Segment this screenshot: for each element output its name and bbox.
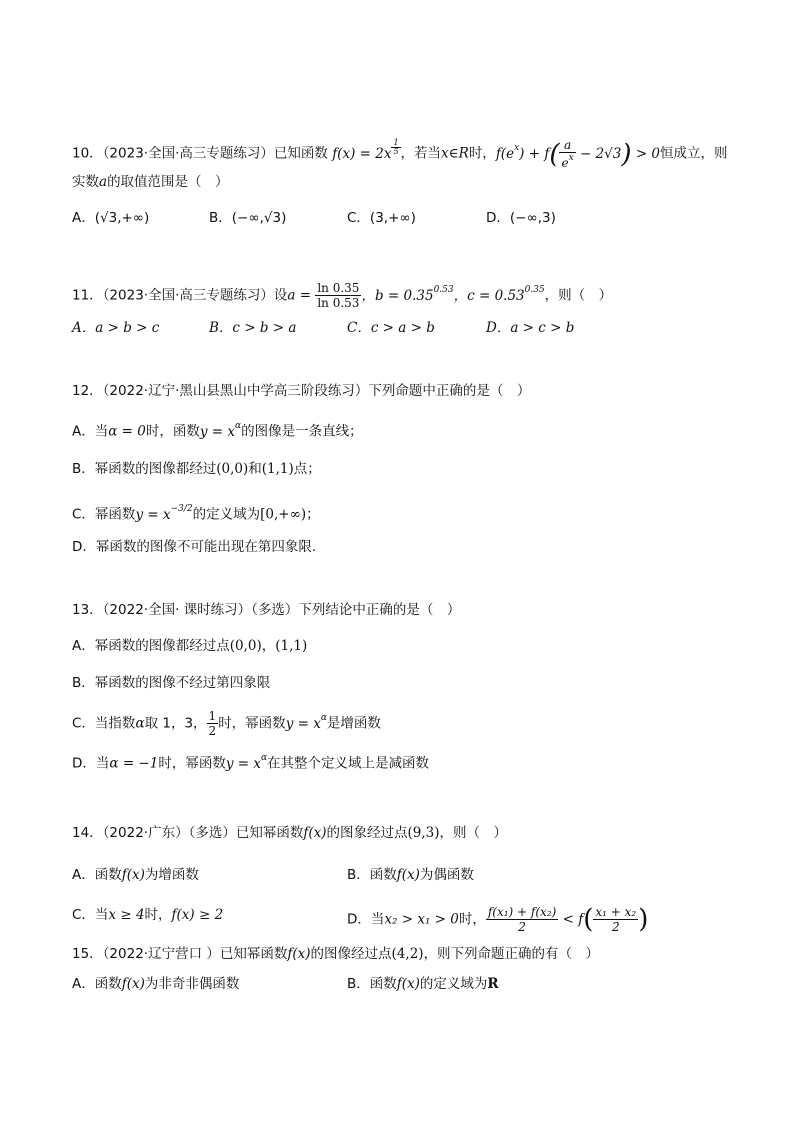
q10-function: f(x) = 2x $^{\frac{1}{5}}$ [332,138,399,162]
q14-stem: 14．（2022·广东）（多选）已知幂函数f(x)的图象经过点(9,3)，则（ ） [72,825,508,841]
q12-stem: 12．（2022·辽宁·黑山县黑山中学高三阶段练习）下列命题中正确的是（ ） [72,383,531,399]
q13-option-d[interactable]: D．当α = −1时，幂函数$y = x^\alpha$在其整个定义域上是减函数 [72,753,430,772]
q10-stem: 10．（2023·全国·高三专题练习）已知函数 f(x) = 2x $^{\frac{1}{5}}$ ，若当x∈R时，$f(e^x) + f$( $\frac{a}{e^x}$ − 2√3) > 0恒成立，则 [72,138,728,170]
q11-number: 11． [72,287,103,304]
q13-source: （2022·全国· 课时练习） [102,602,252,618]
q15-stem: 15．（2022·辽宁营口 ）已知幂函数f(x)的图像经过点(4,2)，则下列命题正确的有（ ） [72,946,600,962]
q11-source: （2023·全国·高三专题练习） [102,287,274,304]
q11-option-b[interactable]: B．c > b > a [209,320,297,336]
q10-option-a[interactable]: A．(√3,+∞) [72,210,150,226]
q15-option-b[interactable]: B．函数f(x)的定义域为R [347,976,499,992]
q13-option-b[interactable]: B．幂函数的图像不经过第四象限 [72,675,271,691]
q14-number: 14． [72,825,103,841]
q14-option-a[interactable]: A．函数f(x)为增函数 [72,867,199,883]
q11-option-c[interactable]: C．c > a > b [347,320,435,336]
q12-number: 12． [72,383,103,399]
q12-option-c[interactable]: C．幂函数$y = x^{-3/2}$的定义域为[0,+∞)； [72,504,320,523]
q15-source: （2022·辽宁营口 ） [102,946,220,962]
q15-option-a[interactable]: A．函数f(x)为非奇非偶函数 [72,976,240,992]
q13-option-a[interactable]: A．幂函数的图像都经过点(0,0)，(1,1) [72,638,308,654]
q10-option-c[interactable]: C．(3,+∞) [347,210,416,226]
q13-stem: 13．（2022·全国· 课时练习）（多选）下列结论中正确的是（ ） [72,602,461,618]
q10-source: （2023·全国·高三专题练习） [102,145,274,162]
q12-source: （2022·辽宁·黑山县黑山中学高三阶段练习） [102,383,369,399]
q12-option-a[interactable]: A．当α = 0时，函数$y = x^\alpha$的图像是一条直线； [72,421,363,440]
q11-option-d[interactable]: D．a > c > b [486,320,575,336]
q10-inequality: $f(e^x) + f$( $\frac{a}{e^x}$ − 2√3) > 0 [495,138,661,170]
q14-option-c[interactable]: C．当x ≥ 4时，f(x) ≥ 2 [72,907,224,923]
q12-option-d[interactable]: D．幂函数的图像不可能出现在第四象限． [72,539,326,555]
q13-number: 13． [72,602,103,618]
q14-option-d[interactable]: D．当x₂ > x₁ > 0时， $\frac{\text{f(x₁) + f(x₂)}}{2}$ < f( $\frac{\text{x₁ + x₂}}{2}$ ) [347,904,649,935]
q14-source: （2022·广东） [102,825,189,841]
q14-option-b[interactable]: B．函数f(x)为偶函数 [347,867,474,883]
q10-number: 10． [72,145,103,162]
q10-option-d[interactable]: D．(−∞,3) [486,210,556,226]
q13-option-c[interactable]: C．当指数α取 1，3， $\frac{1}{2}$ 时，幂函数$y = x^\alpha$是增函数 [72,709,381,738]
q10-option-b[interactable]: B．(−∞,√3) [209,210,287,226]
q10-stem-line2: 实数a的取值范围是（ ） [72,174,229,190]
q11-option-a[interactable]: A．a > b > c [72,320,160,336]
q15-number: 15． [72,946,103,962]
q11-stem: 11．（2023·全国·高三专题练习）设a = $\frac{\ln 0.35}{\ln 0.53}$ ，$b = 0.35^{0.53}$，$c = 0.53^{0.35}$，则（ ） [72,281,613,310]
q12-option-b[interactable]: B．幂函数的图像都经过(0,0)和(1,1)点； [72,461,321,477]
